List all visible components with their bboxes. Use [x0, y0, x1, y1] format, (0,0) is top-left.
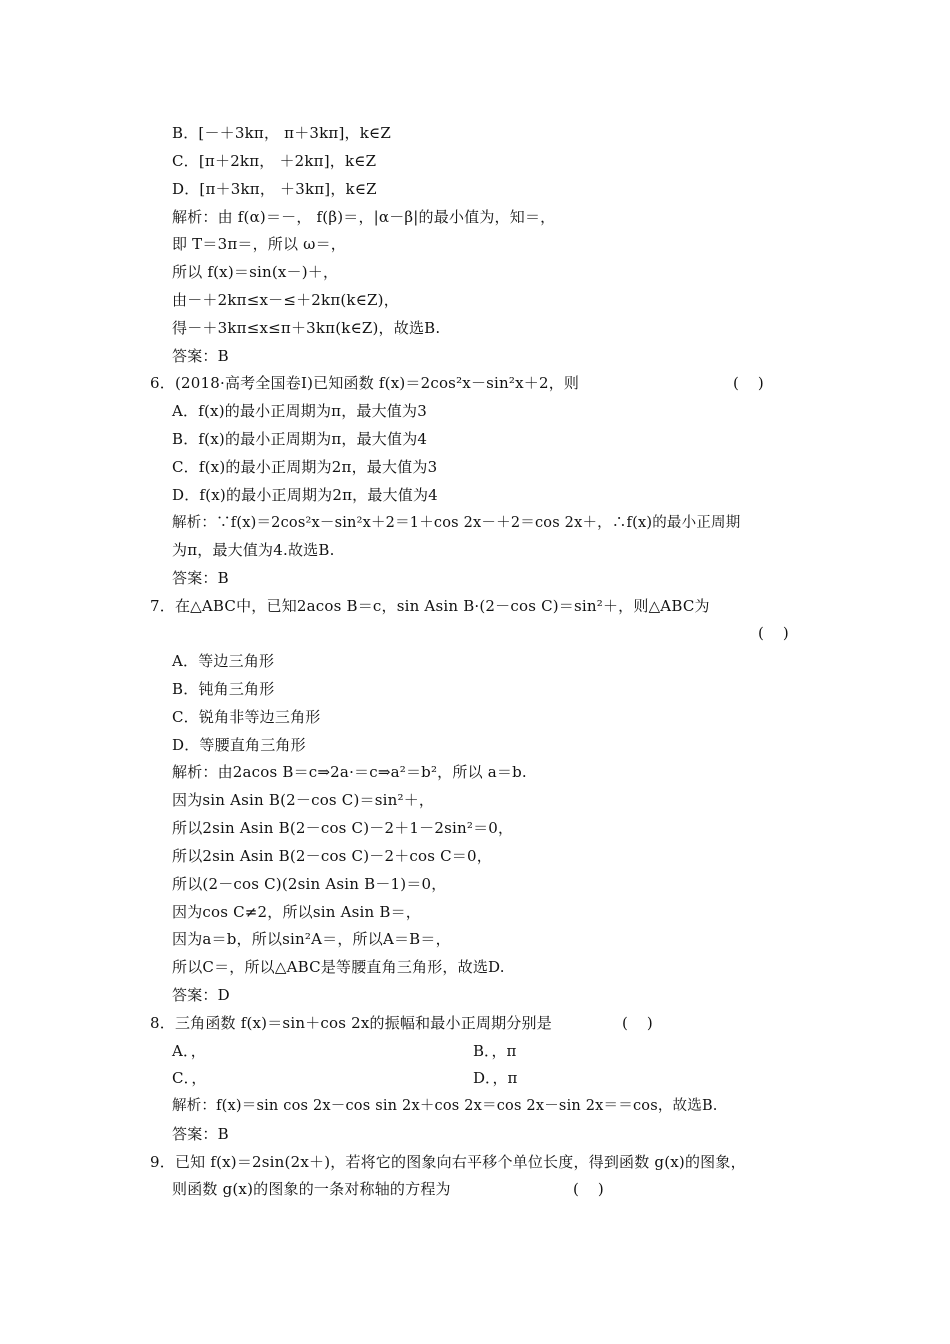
option-c-line: C．[π＋2kπ， ＋2kπ]，k∈Z — [172, 152, 377, 170]
option-b-line: B．[－＋3kπ， π＋3kπ]，k∈Z — [172, 124, 391, 142]
question-text: 三角函数 f(x)＝sin＋cos 2x的振幅和最小正周期分别是 — [174, 1014, 552, 1032]
question-text: 在△ABC中，已知2acos B＝c，sin Asin B·(2－cos C)＝sin²＋，则△ABC为 — [174, 597, 710, 615]
question-text: 已知 f(x)＝2sin(2x＋)，若将它的图象向右平移个单位长度，得到函数 g(x)的图象， — [174, 1153, 746, 1171]
question-8-stem — [150, 1013, 552, 1033]
solution-line: 解析：∵f(x)＝2cos²x－sin²x＋2＝1＋cos 2x－＋2＝cos 2x＋，∴f(x)的最小正周期 — [172, 515, 741, 531]
answer-paren: ( ) — [758, 624, 789, 642]
solution-line: 所以(2－cos C)(2sin Asin B－1)＝0， — [172, 875, 447, 893]
solution-line: 因为cos C≠2，所以sin Asin B＝， — [172, 903, 421, 921]
question-number: 7． — [150, 597, 175, 615]
option-b-line: B．，π — [473, 1042, 517, 1060]
solution-line: 所以 f(x)＝sin(x－)＋， — [172, 263, 339, 281]
option-a-line: A．等边三角形 — [172, 652, 275, 670]
solution-line: 即 T＝3π＝，所以 ω＝， — [172, 235, 346, 253]
answer-paren: ( ) — [573, 1180, 604, 1198]
solution-line: 因为a＝b，所以sin²A＝，所以A＝B＝， — [172, 930, 451, 948]
option-c-line: C．锐角非等边三角形 — [172, 708, 321, 726]
question-number: 6． — [150, 374, 175, 392]
question-6-stem — [150, 373, 579, 393]
option-b-line: B．钝角三角形 — [172, 680, 275, 698]
solution-line: 为π，最大值为4.故选B. — [172, 541, 335, 559]
solution-line: 解析：由 f(α)＝－， f(β)＝，|α－β|的最小值为，知＝， — [172, 208, 556, 226]
option-c-line: C．f(x)的最小正周期为2π，最大值为3 — [172, 458, 438, 476]
solution-line: 所以C＝，所以△ABC是等腰直角三角形，故选D. — [172, 958, 505, 976]
solution-line: 由－＋2kπ≤x－≤＋2kπ(k∈Z)， — [172, 291, 399, 309]
answer-line: 答案：B — [172, 1125, 229, 1143]
question-number: 9． — [150, 1153, 175, 1171]
option-d-line: D．等腰直角三角形 — [172, 736, 306, 754]
option-b-line: B．f(x)的最小正周期为π，最大值为4 — [172, 430, 428, 448]
option-a-line: A．f(x)的最小正周期为π，最大值为3 — [172, 402, 427, 420]
question-9-stem — [150, 1152, 746, 1172]
option-d-line: D．，π — [473, 1069, 518, 1087]
question-7-stem — [150, 596, 710, 616]
answer-paren: ( ) — [622, 1014, 653, 1032]
question-text: (2018·高考全国卷Ⅰ)已知函数 f(x)＝2cos²x－sin²x＋2，则 — [174, 374, 580, 392]
solution-line: 所以2sin Asin B(2－cos C)－2＋1－2sin²＝0， — [172, 819, 514, 837]
answer-line: 答案：B — [172, 347, 229, 365]
answer-line: 答案：D — [172, 986, 230, 1004]
solution-line: 所以2sin Asin B(2－cos C)－2＋cos C＝0， — [172, 847, 492, 865]
option-a-line: A．， — [172, 1042, 206, 1060]
option-d-line: D．[π＋3kπ， ＋3kπ]，k∈Z — [172, 180, 377, 198]
solution-line: 得－＋3kπ≤x≤π＋3kπ(k∈Z)，故选B. — [172, 319, 441, 337]
answer-line: 答案：B — [172, 569, 229, 587]
solution-line: 解析：由2acos B＝c⇒2a·＝c⇒a²＝b²，所以 a＝b. — [172, 763, 527, 781]
question-number: 8． — [150, 1014, 175, 1032]
solution-line: 因为sin Asin B(2－cos C)＝sin²＋， — [172, 791, 435, 809]
option-d-line: D．f(x)的最小正周期为2π，最大值为4 — [172, 486, 438, 504]
answer-paren: ( ) — [733, 374, 764, 392]
option-c-line: C．， — [172, 1069, 207, 1087]
solution-line: 解析：f(x)＝sin cos 2x－cos sin 2x＋cos 2x＝cos 2x－sin 2x＝＝cos，故选B. — [172, 1098, 718, 1114]
question-9-stem-cont: 则函数 g(x)的图象的一条对称轴的方程为 — [172, 1180, 451, 1198]
